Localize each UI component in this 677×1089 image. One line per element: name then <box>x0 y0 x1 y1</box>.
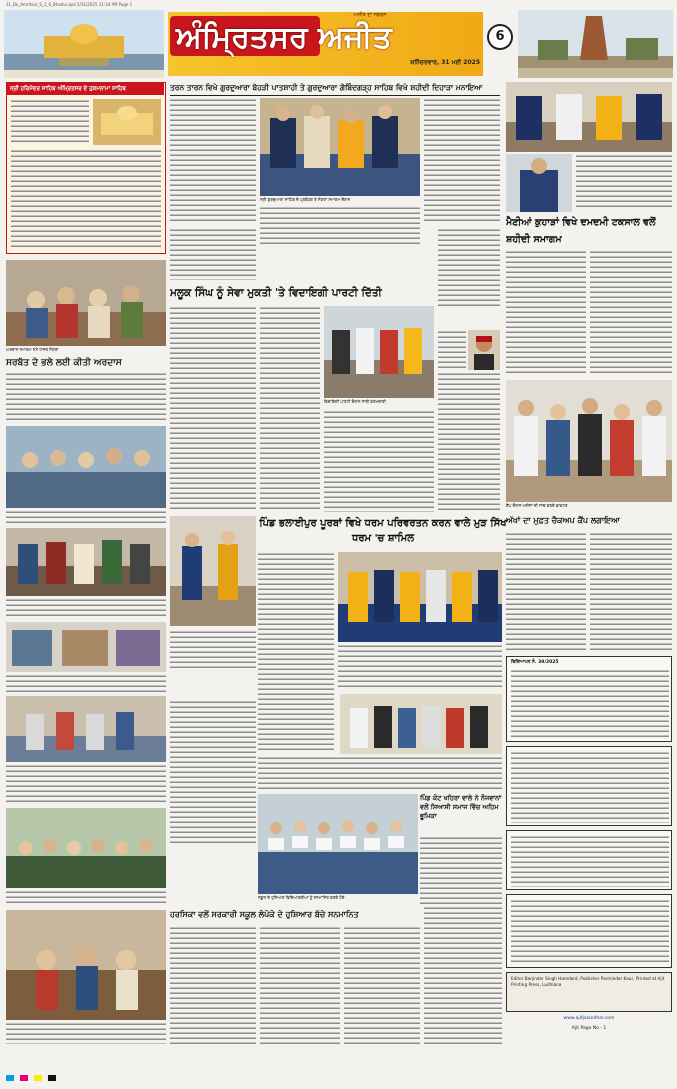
village-body-2 <box>424 906 502 1046</box>
tender-box <box>506 746 672 826</box>
tender-text <box>511 751 669 823</box>
masthead-tag: ਅਜੀਤ ਦਾ ਸਫ਼ਰਨ <box>353 12 387 18</box>
tarsikka-headline: ਹਰਸਿਕਾ ਵਲੋਂ ਸਰਕਾਰੀ ਸਕੂਲ ਲੋਪੋਕੇ ਦੇ ਹੁਸ਼ਿਆਰ ਬੱਚੇ ਸਨਮਾਨਿਤ <box>170 910 359 919</box>
ardas-headline: ਸਰਬੱਤ ਦੇ ਭਲੇ ਲਈ ਕੀਤੀ ਅਰਦਾਸ <box>6 358 122 368</box>
main-story-col-1 <box>170 98 256 224</box>
notice-text <box>511 669 669 739</box>
bottom-left-photo <box>6 910 166 1020</box>
masthead <box>0 10 677 80</box>
maluk-headline: ਮਲੂਕ ਸਿੰਘ ਨੂੰ ਸੇਵਾ ਮੁਕਤੀ 'ਤੇ ਵਿਦਾਇਗੀ ਪਾਰਟੀ ਦਿੱਤੀ <box>170 287 382 299</box>
yellow-swatch <box>34 1075 42 1081</box>
main-headline-rule <box>170 95 500 96</box>
obituary-text-2 <box>438 372 500 512</box>
certificate-caption: ਸਕੂਲ ਦੇ ਹੁਸ਼ਿਆਰ ਵਿਦਿਆਰਥੀਆਂ ਨੂੰ ਸਨਮਾਨਿਤ ਕਰਦੇ ਹੋਏ <box>258 895 345 900</box>
main-headline: ਤਰਨ ਤਾਰਨ ਵਿਖੇ ਗੁਰਦੁਆਰਾ ਬੋਹੜੀ ਪਾਤਸ਼ਾਹੀ ਤੇ ਗੁਰਦੁਆਰਾ ਗੋਬਿੰਦਗੜ੍ਹ ਸਾਹਿਬ ਵਿਖੇ ਸ਼ਹੀਦੀ ਦਿਹਾੜਾ ਮਨਾਇਆ <box>170 83 483 92</box>
hukamnama-photo <box>93 99 161 145</box>
maluk-body-col-1 <box>170 306 256 512</box>
portrait-photo <box>468 330 500 370</box>
side-story-body <box>170 700 256 846</box>
right-top-photo <box>506 82 672 152</box>
masthead-title: ਅੰਮ੍ਰਿਤਸਰ ਅਜੀਤ <box>176 20 392 55</box>
side-story-headline <box>170 674 256 698</box>
cyan-swatch <box>6 1075 14 1081</box>
group-photo <box>6 528 166 596</box>
ardas-photo-caption: ਅਰਦਾਸ ਸਮਾਗਮ ਸਮੇਂ ਹਾਜ਼ਰ ਸੰਗਤਾਂ <box>6 347 59 352</box>
students-caption-text <box>6 510 166 524</box>
eyes-body-2 <box>590 532 672 650</box>
kids-photo-text <box>6 890 166 906</box>
eyes-body-1 <box>506 532 586 650</box>
black-swatch <box>48 1075 56 1081</box>
classroom-photo <box>6 622 166 672</box>
classroom-text <box>6 674 166 692</box>
magenta-swatch <box>20 1075 28 1081</box>
page-number: 6 <box>487 24 513 50</box>
main-story-col-1b <box>170 228 256 280</box>
imprint-box <box>506 972 672 1012</box>
certificate-photo <box>258 794 418 894</box>
imprint-text: Editor Barjinder Singh Hamdard, Publisher Parminder Kaur, Printed at Ajit Printing Press, Ludhiana <box>511 976 665 987</box>
eye-camp-photo <box>506 380 672 502</box>
main-photo-caption: ਸ੍ਰੀ ਗੁਰਦੁਆਰਾ ਸਾਹਿਬ ਦੇ ਪ੍ਰਬੰਧਕ ਤੇ ਸੰਗਤਾਂ ਸਮਾਗਮ ਦੌਰਾਨ <box>260 197 351 202</box>
school-event-text <box>6 764 166 804</box>
bhalaipur-body-col-2 <box>338 644 502 690</box>
eye-camp-caption: ਕੈਂਪ ਦੌਰਾਨ ਮਰੀਜ਼ਾਂ ਦੀ ਜਾਂਚ ਕਰਦੇ ਡਾਕਟਰ <box>506 503 568 508</box>
hukamnama-text-2 <box>11 149 161 249</box>
students-photo <box>6 426 166 508</box>
notice-heading: ਵਿਗਿਆਪਨ ਨੰ. 39/2025 <box>511 660 559 665</box>
classified-box <box>506 894 672 968</box>
maluk-body-col-2 <box>260 306 320 512</box>
mainian-body-2 <box>590 250 672 376</box>
bhalaipur-body-col-1 <box>258 552 334 752</box>
heritage-temple-photo <box>518 10 673 78</box>
maluk-farewell-photo <box>324 306 434 398</box>
masthead-date: ਸ਼ਨਿੱਚਰਵਾਰ, 31 ਮਈ 2025 <box>410 59 480 66</box>
tarsikka-body-2 <box>260 926 340 1046</box>
mainian-headline: ਮੈਣੀਆਂ ਕੁਹਾੜਾਂ ਵਿਖੇ ਦਮਦਮੀ ਟਕਸਾਲ ਵਲੋਂ ਸ਼ਹੀਦੀ ਸਮਾਗਮ <box>506 217 656 245</box>
maluk-photo-caption: ਵਿਦਾਇਗੀ ਪਾਰਟੀ ਦੌਰਾਨ ਸਾਥੀ ਕਰਮਚਾਰੀ <box>324 399 386 404</box>
eyes-headline: ਅੱਖਾਂ ਦਾ ਮੁਫ਼ਤ ਚੈਕਅਪ ਕੈਂਪ ਲਗਾਇਆ <box>506 516 620 525</box>
page-label: Ajit Page No - 1 <box>571 1026 607 1031</box>
tarsikka-body-3 <box>344 926 420 1046</box>
classified-text <box>511 899 669 965</box>
obituary-text-1 <box>438 330 466 370</box>
main-story-photo <box>260 98 420 196</box>
website-text: www.ajitjalandhar.com <box>563 1016 615 1021</box>
ceremony-photo <box>340 694 502 754</box>
school-event-photo <box>6 696 166 762</box>
right-small-photo <box>506 154 572 212</box>
kids-photo <box>6 808 166 888</box>
public-notice-text <box>511 835 669 887</box>
tarsikka-body-1 <box>170 926 256 1046</box>
maluk-body-col-3 <box>324 410 434 512</box>
award-photo <box>170 516 256 626</box>
registration-color-bar <box>6 1074 670 1082</box>
bhalaipur-headline: ਪਿੰਡ ਭਲਾਈਪੁਰ ਪੂਰਬਾਂ ਵਿਖੇ ਧਰਮ ਪਰਿਵਰਤਨ ਕਰਨ ਵਾਲੇ ਮੁੜ ਸਿੱਖ ਧਰਮ 'ਚ ਸ਼ਾਮਿਲ <box>259 518 507 544</box>
main-story-col-2 <box>260 206 420 246</box>
slug-line: 31_Bo_Amritsar_S_1_6_Bhadui.qxd 5/31/2025 11:34 PM Page 1 <box>6 2 133 7</box>
obituary-heading <box>438 310 500 330</box>
village-headline: ਪਿੰਡ ਕੋਟ ਖਹਿਰਾ ਵਾਲੇ ਨੇ ਨੌਜਵਾਨਾਂ ਵਲੋਂ ਸਿਆਸੀ ਸਮਾਜ ਵਿੱਚ ਅਹਿਮ ਭੂਮਿਕਾ <box>420 794 502 820</box>
right-top-text <box>576 154 672 210</box>
village-body-1 <box>420 836 502 904</box>
hukamnama-text-1 <box>11 99 89 143</box>
main-story-col-3b <box>438 228 500 306</box>
group-photo-text <box>6 598 166 618</box>
bhalaipur-photo <box>338 552 502 642</box>
ardas-body <box>6 372 166 422</box>
ceremony-text <box>258 756 502 790</box>
golden-temple-photo <box>4 10 164 78</box>
main-story-col-3 <box>424 98 500 224</box>
hukamnama-title: ਸ੍ਰੀ ਹਰਿਮੰਦਰ ਸਾਹਿਬ ਅੰਮ੍ਰਿਤਸਰ ਦੇ ਹੁਕਮਨਾਮਾ ਸਾਹਿਬ <box>10 86 126 92</box>
ardas-photo <box>6 260 166 346</box>
award-text <box>170 630 256 670</box>
public-notice-box <box>506 830 672 890</box>
hukamnama-box <box>6 82 166 254</box>
notice-box <box>506 656 672 742</box>
bottom-left-text <box>6 1022 166 1044</box>
mainian-body-1 <box>506 250 586 376</box>
